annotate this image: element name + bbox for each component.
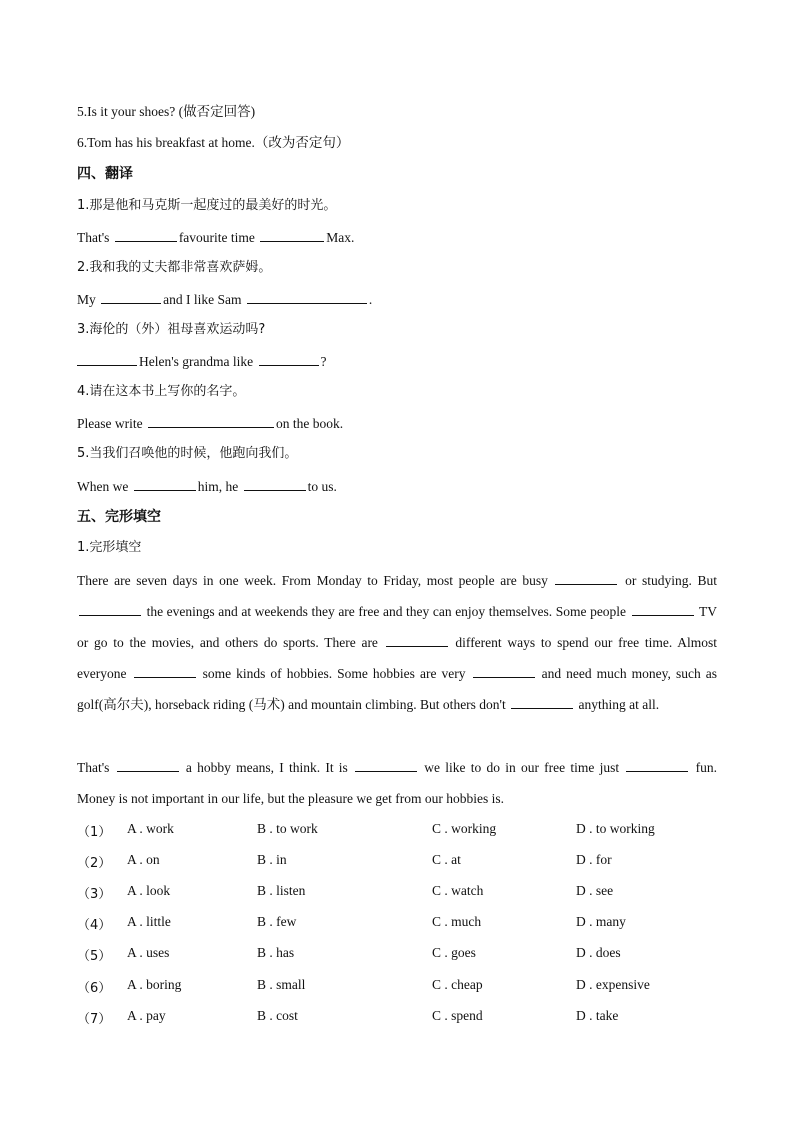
option-b[interactable]: B . few [257, 914, 297, 929]
option-c[interactable]: C . at [432, 852, 461, 867]
answer-blank[interactable] [148, 414, 274, 428]
question-5-rewrite: 5.Is it your shoes? (做否定回答) [77, 104, 256, 119]
translation-1-chinese: 1.那是他和马克斯一起度过的最美好的时光。 [77, 198, 337, 213]
option-number: （6） [77, 981, 112, 996]
section-heading-translation: 四、翻译 [77, 166, 133, 182]
option-d[interactable]: D . to working [576, 821, 655, 836]
option-number: （3） [77, 887, 112, 902]
answer-blank[interactable] [115, 228, 177, 242]
translation-5-chinese: 5.当我们召唤他的时候，他跑向我们。 [77, 446, 298, 461]
option-d[interactable]: D . for [576, 852, 612, 867]
answer-blank[interactable] [259, 352, 319, 366]
cloze-blank-6[interactable] [473, 664, 535, 678]
translation-5-english: When we him, he to us. [77, 479, 337, 494]
answer-blank[interactable] [247, 290, 367, 304]
cloze-blank-5[interactable] [134, 664, 196, 678]
option-a[interactable]: A . uses [127, 945, 170, 960]
option-number: （2） [77, 856, 112, 871]
option-c[interactable]: C . working [432, 821, 497, 836]
option-d[interactable]: D . expensive [576, 977, 650, 992]
option-row [77, 1008, 717, 1028]
cloze-paragraph-1: There are seven days in one week. From Monday to Friday, most people are busy or studying. But the evenings and at weekends they are free and they can enjoy themselves. Some people TV or go to the movies, and others do sports. There are different ways to spend our free time. Almost everyone some kinds of hobbies. Some hobbies are very and need much money, such as golf(高尔夫), horseback riding (马术) and mountain climbing. But others don't anything at all. [77, 573, 718, 712]
option-row [77, 852, 717, 872]
cloze-blank-3[interactable] [632, 602, 694, 616]
option-b[interactable]: B . cost [257, 1008, 298, 1023]
answer-blank[interactable] [134, 477, 196, 491]
option-d[interactable]: D . does [576, 945, 621, 960]
translation-2-chinese: 2.我和我的丈夫都非常喜欢萨姆。 [77, 260, 272, 275]
translation-3-english: Helen's grandma like ? [77, 352, 327, 371]
cloze-blank-1[interactable] [555, 571, 617, 585]
option-b[interactable]: B . small [257, 977, 306, 992]
cloze-blank-4[interactable] [386, 633, 448, 647]
option-a[interactable]: A . little [127, 914, 171, 929]
option-c[interactable]: C . goes [432, 945, 476, 960]
option-a[interactable]: A . look [127, 883, 171, 898]
answer-blank[interactable] [244, 477, 306, 491]
section-heading-cloze: 五、完形填空 [77, 509, 161, 525]
answer-blank[interactable] [101, 290, 161, 304]
option-b[interactable]: B . to work [257, 821, 318, 836]
option-row [77, 914, 717, 934]
cloze-blank-8[interactable] [117, 758, 179, 772]
option-row [77, 977, 717, 997]
option-number: （7） [77, 1012, 112, 1027]
cloze-blank-7[interactable] [511, 695, 573, 709]
question-6-rewrite: 6.Tom has his breakfast at home.（改为否定句） [77, 135, 350, 150]
option-c[interactable]: C . much [432, 914, 482, 929]
option-b[interactable]: B . has [257, 945, 295, 960]
option-row [77, 821, 717, 841]
option-b[interactable]: B . in [257, 852, 287, 867]
option-row [77, 883, 717, 903]
translation-2-english: My and I like Sam . [77, 292, 373, 307]
option-d[interactable]: D . many [576, 914, 626, 929]
cloze-blank-2[interactable] [79, 602, 141, 616]
translation-4-chinese: 4.请在这本书上写你的名字。 [77, 384, 246, 399]
option-number: （4） [77, 918, 112, 933]
option-d[interactable]: D . see [576, 883, 614, 898]
option-row [77, 945, 717, 965]
option-number: （1） [77, 825, 112, 840]
option-b[interactable]: B . listen [257, 883, 306, 898]
option-a[interactable]: A . on [127, 852, 160, 867]
option-number: （5） [77, 949, 112, 964]
answer-blank[interactable] [260, 228, 324, 242]
option-a[interactable]: A . work [127, 821, 174, 836]
translation-4-english: Please write on the book. [77, 416, 344, 431]
cloze-subtitle: 1.完形填空 [77, 540, 142, 555]
cloze-blank-10[interactable] [626, 758, 688, 772]
cloze-blank-9[interactable] [355, 758, 417, 772]
option-a[interactable]: A . boring [127, 977, 182, 992]
option-c[interactable]: C . cheap [432, 977, 483, 992]
answer-blank[interactable] [77, 352, 137, 366]
translation-1-english: That's favourite time Max. [77, 230, 355, 245]
option-c[interactable]: C . spend [432, 1008, 483, 1023]
option-d[interactable]: D . take [576, 1008, 619, 1023]
cloze-paragraph-2: That's a hobby means, I think. It is we like to do in our free time just fun. Money is not important in our life, but the pleasure we get from our hobbies is. [77, 760, 717, 806]
option-c[interactable]: C . watch [432, 883, 484, 898]
translation-3-chinese: 3.海伦的（外）祖母喜欢运动吗? [77, 322, 266, 337]
option-a[interactable]: A . pay [127, 1008, 166, 1023]
